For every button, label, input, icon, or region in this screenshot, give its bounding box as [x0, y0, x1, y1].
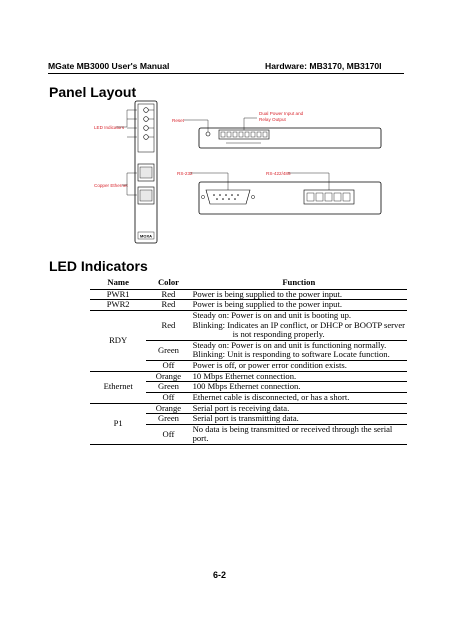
- cell-color: Off: [146, 424, 190, 444]
- cell-function: No data is being transmitted or received through the serial port.: [191, 424, 407, 444]
- section-title-panel-layout: Panel Layout: [49, 84, 137, 100]
- panel-layout-diagram: [76, 98, 404, 248]
- table-row: [90, 403, 407, 414]
- led-circle: [144, 117, 149, 122]
- table-row: [90, 300, 407, 311]
- cell-function: Serial port is transmitting data.: [191, 414, 407, 425]
- led-circle: [144, 135, 149, 140]
- header-function: Function: [191, 277, 407, 289]
- section-title-led-indicators: LED Indicators: [49, 258, 148, 274]
- cell-name: P1: [90, 403, 146, 445]
- cell-color: Off: [146, 392, 190, 403]
- cell-function: [191, 310, 407, 340]
- table-row: [90, 310, 407, 340]
- terminal-block: [219, 130, 269, 139]
- device-front-view: [135, 101, 157, 243]
- cell-function: [191, 340, 407, 360]
- cell-name: RDY: [90, 310, 146, 371]
- cell-color: Green: [146, 340, 190, 360]
- led-circle: [144, 108, 149, 113]
- label-relay-output: Relay Output: [259, 117, 286, 122]
- device-bottom-view: [199, 182, 381, 214]
- function-line: Blinking: Indicates an IP conflict, or DHCP or BOOTP server: [192, 319, 405, 330]
- reset-button-icon: [206, 132, 210, 136]
- cell-function: Power is being supplied to the power input.: [191, 289, 407, 300]
- label-rs422-485: RS-422/485: [266, 171, 291, 176]
- label-reset: Reset: [172, 118, 185, 123]
- cell-color: Red: [146, 300, 190, 311]
- header-rule: [48, 73, 404, 74]
- led-indicators-table: [90, 277, 407, 445]
- cell-color: Orange: [146, 403, 190, 414]
- header-name: Name: [90, 277, 146, 289]
- page-number: 6-2: [213, 570, 227, 580]
- label-led-indicators: LED Indicators: [94, 125, 125, 130]
- header-manual-title: MGate MB3000 User's Manual: [48, 61, 170, 71]
- label-rs232: RS-232: [177, 171, 193, 176]
- function-line: Steady on: Power is on and unit is booting up.: [192, 309, 352, 320]
- cell-color: Red: [146, 310, 190, 340]
- cell-color: Green: [146, 382, 190, 393]
- cell-function: Serial port is receiving data.: [191, 403, 407, 414]
- cell-color: Off: [146, 361, 190, 372]
- cell-name: Ethernet: [90, 371, 146, 403]
- cell-function: Power is being supplied to the power input.: [191, 300, 407, 311]
- db9-connector: [206, 190, 250, 204]
- cell-function: 10 Mbps Ethernet connection.: [191, 371, 407, 382]
- header-hardware-title: Hardware: MB3170, MB3170I: [265, 61, 382, 71]
- cell-name: PWR2: [90, 300, 146, 311]
- cell-color: Red: [146, 289, 190, 300]
- label-copper-ethernet: Copper Ethernet: [94, 183, 128, 188]
- moxa-logo: MOXA: [140, 233, 152, 239]
- cell-name: PWR1: [90, 289, 146, 300]
- header-color: Color: [146, 277, 190, 289]
- function-line: is not responding properly.: [232, 329, 325, 340]
- cell-function: 100 Mbps Ethernet connection.: [191, 382, 407, 393]
- led-circle: [144, 126, 149, 131]
- function-line: Steady on: Power is on and unit is functioning normally.: [192, 339, 387, 350]
- function-line: Blinking: Unit is responding to software Locate function.: [192, 349, 390, 360]
- device-top-view: [199, 128, 381, 148]
- cell-function: Power is off, or power error condition exists.: [191, 361, 407, 372]
- cell-function: Ethernet cable is disconnected, or has a short.: [191, 392, 407, 403]
- table-row: [90, 371, 407, 382]
- cell-color: Green: [146, 414, 190, 425]
- label-dual-power: Dual Power Input and: [259, 111, 304, 116]
- table-header-row: [90, 277, 407, 289]
- table-row: [90, 289, 407, 300]
- cell-color: Orange: [146, 371, 190, 382]
